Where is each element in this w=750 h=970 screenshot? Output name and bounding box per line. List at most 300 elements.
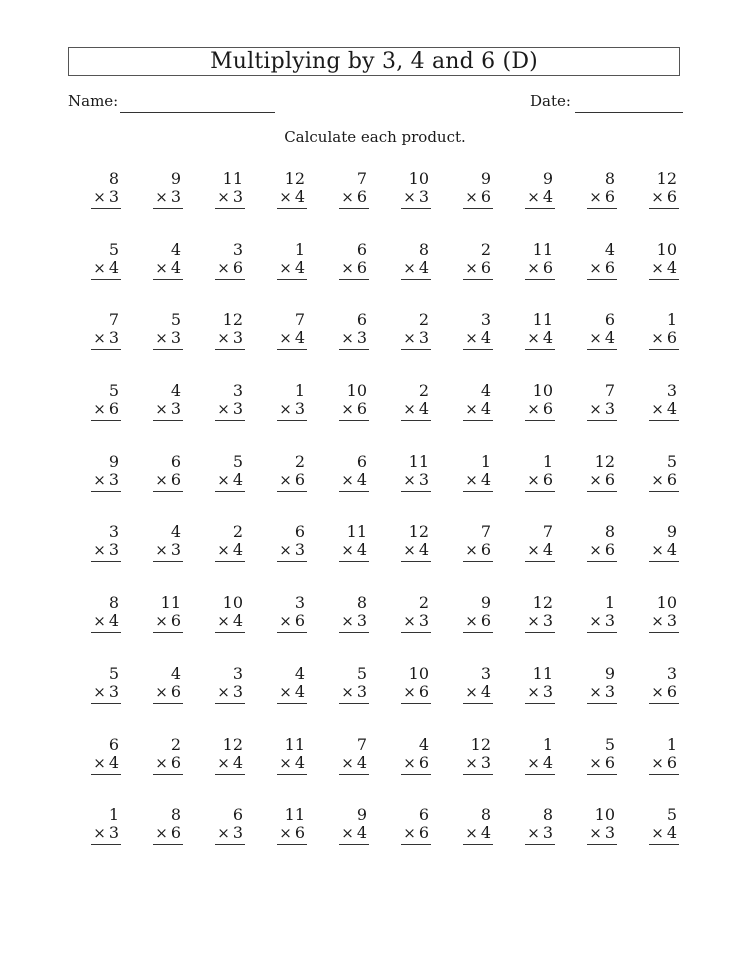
problem bbox=[315, 523, 377, 594]
multiplicand: 1 bbox=[542, 734, 553, 754]
multiplicand: 3 bbox=[108, 522, 119, 542]
times-sign: × bbox=[403, 612, 416, 631]
answer-line bbox=[401, 844, 431, 845]
multiplier: 4 bbox=[666, 823, 677, 843]
multiplier-row bbox=[527, 824, 553, 842]
multiplier-row bbox=[217, 612, 243, 630]
worksheet-title bbox=[68, 47, 680, 76]
multiplier-row bbox=[217, 188, 243, 206]
multiplier: 6 bbox=[604, 469, 615, 489]
answer-line bbox=[215, 774, 245, 775]
problem bbox=[625, 241, 687, 312]
multiplier: 6 bbox=[542, 257, 553, 277]
multiplier: 3 bbox=[232, 399, 243, 419]
multiplier: 3 bbox=[108, 187, 119, 206]
times-sign: × bbox=[651, 470, 664, 489]
answer-line bbox=[277, 703, 307, 704]
answer-line bbox=[153, 208, 183, 209]
problem bbox=[439, 311, 501, 382]
times-sign: × bbox=[403, 753, 416, 772]
answer-line bbox=[525, 703, 555, 704]
times-sign: × bbox=[527, 400, 540, 419]
problem bbox=[625, 453, 687, 524]
multiplicand: 1 bbox=[542, 451, 553, 471]
multiplier-row bbox=[217, 541, 243, 559]
multiplicand: 1 bbox=[294, 239, 305, 259]
answer-line bbox=[277, 279, 307, 280]
multiplicand: 12 bbox=[594, 451, 615, 471]
multiplicand: 5 bbox=[666, 451, 677, 471]
multiplier: 3 bbox=[108, 823, 119, 843]
times-sign: × bbox=[403, 541, 416, 560]
multiplier-row bbox=[465, 683, 491, 701]
answer-line bbox=[91, 561, 121, 562]
multiplier-row bbox=[651, 683, 677, 701]
times-sign: × bbox=[217, 470, 230, 489]
answer-line bbox=[587, 279, 617, 280]
answer-line bbox=[91, 279, 121, 280]
multiplier: 6 bbox=[294, 823, 305, 843]
multiplier-row bbox=[589, 188, 615, 206]
multiplier-row bbox=[465, 541, 491, 559]
answer-line bbox=[401, 774, 431, 775]
problem bbox=[563, 170, 625, 241]
multiplicand: 1 bbox=[480, 451, 491, 471]
times-sign: × bbox=[527, 541, 540, 560]
multiplier-row bbox=[93, 754, 119, 772]
multiplier-row bbox=[589, 754, 615, 772]
multiplier: 3 bbox=[294, 399, 305, 419]
times-sign: × bbox=[651, 400, 664, 419]
problem bbox=[67, 523, 129, 594]
answer-line bbox=[587, 844, 617, 845]
times-sign: × bbox=[155, 400, 168, 419]
answer-line bbox=[91, 208, 121, 209]
times-sign: × bbox=[651, 753, 664, 772]
answer-line bbox=[215, 703, 245, 704]
times-sign: × bbox=[465, 824, 478, 843]
multiplier-row bbox=[651, 188, 677, 206]
answer-line bbox=[339, 208, 369, 209]
multiplier-row bbox=[93, 329, 119, 347]
answer-line bbox=[153, 703, 183, 704]
times-sign: × bbox=[527, 470, 540, 489]
answer-line bbox=[401, 491, 431, 492]
multiplier-row bbox=[527, 471, 553, 489]
answer-line bbox=[587, 208, 617, 209]
multiplier-row bbox=[155, 329, 181, 347]
multiplicand: 4 bbox=[604, 239, 615, 259]
multiplier: 4 bbox=[604, 328, 615, 348]
answer-line bbox=[649, 491, 679, 492]
answer-line bbox=[463, 349, 493, 350]
times-sign: × bbox=[279, 824, 292, 843]
problem bbox=[129, 806, 191, 877]
multiplier: 3 bbox=[418, 187, 429, 206]
answer-line bbox=[277, 561, 307, 562]
problem bbox=[501, 453, 563, 524]
multiplier: 6 bbox=[356, 187, 367, 206]
multiplicand: 5 bbox=[666, 805, 677, 825]
problem bbox=[191, 665, 253, 736]
problem bbox=[315, 453, 377, 524]
problem bbox=[253, 806, 315, 877]
multiplier: 4 bbox=[480, 681, 491, 701]
times-sign: × bbox=[651, 682, 664, 701]
problem bbox=[563, 382, 625, 453]
multiplicand: 8 bbox=[480, 805, 491, 825]
multiplier: 3 bbox=[294, 540, 305, 560]
multiplier: 3 bbox=[666, 611, 677, 631]
problem bbox=[439, 170, 501, 241]
multiplier: 3 bbox=[542, 823, 553, 843]
multiplier: 3 bbox=[604, 681, 615, 701]
times-sign: × bbox=[93, 541, 106, 560]
multiplier: 4 bbox=[480, 823, 491, 843]
times-sign: × bbox=[217, 258, 230, 277]
problem bbox=[439, 736, 501, 807]
times-sign: × bbox=[527, 824, 540, 843]
problem bbox=[563, 594, 625, 665]
answer-line bbox=[339, 774, 369, 775]
multiplier: 6 bbox=[418, 681, 429, 701]
multiplicand: 8 bbox=[542, 805, 553, 825]
times-sign: × bbox=[93, 824, 106, 843]
problem bbox=[625, 523, 687, 594]
times-sign: × bbox=[93, 470, 106, 489]
times-sign: × bbox=[589, 682, 602, 701]
answer-line bbox=[401, 703, 431, 704]
problem bbox=[563, 311, 625, 382]
problem bbox=[67, 241, 129, 312]
multiplier: 4 bbox=[232, 752, 243, 772]
times-sign: × bbox=[279, 753, 292, 772]
times-sign: × bbox=[465, 470, 478, 489]
multiplier: 6 bbox=[170, 823, 181, 843]
multiplier: 4 bbox=[294, 752, 305, 772]
problem bbox=[501, 241, 563, 312]
multiplier: 3 bbox=[108, 328, 119, 348]
multiplier-row bbox=[279, 471, 305, 489]
multiplicand: 3 bbox=[666, 663, 677, 683]
times-sign: × bbox=[155, 258, 168, 277]
times-sign: × bbox=[217, 188, 230, 206]
answer-line bbox=[91, 774, 121, 775]
multiplier-row bbox=[341, 824, 367, 842]
times-sign: × bbox=[217, 612, 230, 631]
answer-line bbox=[215, 208, 245, 209]
times-sign: × bbox=[155, 329, 168, 348]
multiplier: 3 bbox=[418, 611, 429, 631]
problem bbox=[191, 806, 253, 877]
multiplicand: 11 bbox=[284, 734, 305, 754]
multiplicand: 12 bbox=[222, 310, 243, 330]
date-field-line[interactable] bbox=[575, 112, 683, 113]
multiplier-row bbox=[527, 329, 553, 347]
multiplier: 4 bbox=[480, 469, 491, 489]
multiplier: 6 bbox=[666, 328, 677, 348]
multiplier-row bbox=[279, 612, 305, 630]
answer-line bbox=[525, 420, 555, 421]
multiplier-row bbox=[279, 259, 305, 277]
problem bbox=[501, 170, 563, 241]
problem bbox=[501, 311, 563, 382]
times-sign: × bbox=[589, 470, 602, 489]
multiplier: 6 bbox=[542, 469, 553, 489]
multiplier-row bbox=[403, 188, 429, 206]
multiplicand: 12 bbox=[656, 169, 677, 188]
times-sign: × bbox=[341, 612, 354, 631]
multiplier-row bbox=[527, 754, 553, 772]
multiplier: 6 bbox=[480, 187, 491, 206]
multiplicand: 7 bbox=[108, 310, 119, 330]
times-sign: × bbox=[651, 824, 664, 843]
multiplier-row bbox=[403, 471, 429, 489]
problem bbox=[439, 382, 501, 453]
times-sign: × bbox=[403, 824, 416, 843]
multiplier: 6 bbox=[604, 257, 615, 277]
answer-line bbox=[215, 632, 245, 633]
problem bbox=[439, 594, 501, 665]
times-sign: × bbox=[217, 682, 230, 701]
times-sign: × bbox=[341, 753, 354, 772]
multiplicand: 8 bbox=[108, 593, 119, 613]
multiplier: 6 bbox=[108, 399, 119, 419]
multiplier: 3 bbox=[170, 187, 181, 206]
multiplicand: 2 bbox=[294, 451, 305, 471]
multiplier-row bbox=[651, 541, 677, 559]
multiplier-row bbox=[651, 329, 677, 347]
problem bbox=[67, 594, 129, 665]
times-sign: × bbox=[279, 329, 292, 348]
answer-line bbox=[587, 632, 617, 633]
problem bbox=[315, 241, 377, 312]
answer-line bbox=[649, 208, 679, 209]
answer-line bbox=[649, 349, 679, 350]
times-sign: × bbox=[217, 400, 230, 419]
answer-line bbox=[277, 844, 307, 845]
multiplier: 4 bbox=[480, 399, 491, 419]
multiplicand: 9 bbox=[542, 169, 553, 188]
problem bbox=[563, 241, 625, 312]
multiplier: 6 bbox=[418, 752, 429, 772]
times-sign: × bbox=[279, 258, 292, 277]
answer-line bbox=[649, 279, 679, 280]
answer-line bbox=[91, 703, 121, 704]
multiplier-row bbox=[217, 754, 243, 772]
problem bbox=[377, 523, 439, 594]
multiplier-row bbox=[527, 400, 553, 418]
multiplicand: 3 bbox=[480, 663, 491, 683]
problem bbox=[129, 311, 191, 382]
times-sign: × bbox=[217, 824, 230, 843]
multiplier: 6 bbox=[356, 399, 367, 419]
answer-line bbox=[463, 561, 493, 562]
multiplier-row bbox=[589, 471, 615, 489]
answer-line bbox=[339, 703, 369, 704]
problem bbox=[253, 241, 315, 312]
multiplier: 3 bbox=[170, 540, 181, 560]
multiplier: 3 bbox=[542, 681, 553, 701]
multiplicand: 6 bbox=[604, 310, 615, 330]
multiplier-row bbox=[465, 188, 491, 206]
multiplier: 4 bbox=[666, 540, 677, 560]
answer-line bbox=[649, 420, 679, 421]
multiplicand: 11 bbox=[408, 451, 429, 471]
multiplier-row bbox=[93, 400, 119, 418]
multiplier-row bbox=[93, 541, 119, 559]
times-sign: × bbox=[527, 612, 540, 631]
times-sign: × bbox=[589, 400, 602, 419]
problem bbox=[501, 736, 563, 807]
times-sign: × bbox=[279, 400, 292, 419]
multiplier-row bbox=[279, 329, 305, 347]
multiplicand: 6 bbox=[170, 451, 181, 471]
multiplicand: 6 bbox=[232, 805, 243, 825]
answer-line bbox=[153, 774, 183, 775]
name-field-line[interactable] bbox=[120, 112, 275, 113]
multiplier: 4 bbox=[232, 469, 243, 489]
multiplier: 4 bbox=[666, 399, 677, 419]
answer-line bbox=[463, 703, 493, 704]
multiplier-row bbox=[279, 754, 305, 772]
problem bbox=[625, 382, 687, 453]
multiplicand: 12 bbox=[284, 169, 305, 188]
multiplicand: 3 bbox=[480, 310, 491, 330]
multiplier-row bbox=[217, 471, 243, 489]
multiplier-row bbox=[155, 400, 181, 418]
times-sign: × bbox=[155, 682, 168, 701]
multiplicand: 2 bbox=[232, 522, 243, 542]
times-sign: × bbox=[155, 753, 168, 772]
worksheet-title-text: Multiplying by 3, 4 and 6 (D) bbox=[210, 49, 538, 74]
multiplicand: 2 bbox=[170, 734, 181, 754]
multiplier-row bbox=[217, 824, 243, 842]
multiplicand: 9 bbox=[604, 663, 615, 683]
multiplier: 4 bbox=[294, 328, 305, 348]
times-sign: × bbox=[93, 188, 106, 206]
problem bbox=[129, 382, 191, 453]
multiplier-row bbox=[155, 683, 181, 701]
multiplier-row bbox=[155, 824, 181, 842]
times-sign: × bbox=[93, 682, 106, 701]
date-label: Date: bbox=[530, 92, 571, 110]
answer-line bbox=[215, 420, 245, 421]
multiplier-row bbox=[651, 400, 677, 418]
multiplier: 3 bbox=[170, 399, 181, 419]
problem bbox=[501, 382, 563, 453]
problem bbox=[67, 736, 129, 807]
multiplier-row bbox=[341, 188, 367, 206]
answer-line bbox=[277, 208, 307, 209]
multiplier-row bbox=[217, 329, 243, 347]
multiplicand: 9 bbox=[108, 451, 119, 471]
multiplicand: 10 bbox=[222, 593, 243, 613]
multiplier-row bbox=[217, 400, 243, 418]
multiplicand: 12 bbox=[408, 522, 429, 542]
answer-line bbox=[401, 349, 431, 350]
multiplicand: 6 bbox=[356, 310, 367, 330]
problem bbox=[315, 311, 377, 382]
multiplicand: 11 bbox=[222, 169, 243, 188]
name-label: Name: bbox=[68, 92, 119, 110]
multiplier: 4 bbox=[542, 328, 553, 348]
multiplier: 4 bbox=[232, 611, 243, 631]
multiplicand: 7 bbox=[542, 522, 553, 542]
answer-line bbox=[649, 632, 679, 633]
answer-line bbox=[401, 208, 431, 209]
times-sign: × bbox=[651, 258, 664, 277]
answer-line bbox=[277, 632, 307, 633]
answer-line bbox=[463, 844, 493, 845]
multiplicand: 4 bbox=[170, 381, 181, 401]
multiplier: 6 bbox=[418, 823, 429, 843]
answer-line bbox=[91, 420, 121, 421]
multiplier: 3 bbox=[418, 469, 429, 489]
multiplier: 4 bbox=[418, 399, 429, 419]
multiplicand: 9 bbox=[480, 169, 491, 188]
multiplier: 6 bbox=[604, 187, 615, 206]
multiplicand: 6 bbox=[294, 522, 305, 542]
problem bbox=[191, 453, 253, 524]
times-sign: × bbox=[465, 612, 478, 631]
multiplier: 3 bbox=[356, 681, 367, 701]
multiplier-row bbox=[651, 612, 677, 630]
answer-line bbox=[339, 279, 369, 280]
multiplicand: 12 bbox=[532, 593, 553, 613]
multiplier: 6 bbox=[604, 540, 615, 560]
multiplier-row bbox=[93, 471, 119, 489]
answer-line bbox=[339, 491, 369, 492]
multiplier-row bbox=[341, 471, 367, 489]
answer-line bbox=[525, 208, 555, 209]
multiplier-row bbox=[403, 400, 429, 418]
problem bbox=[129, 241, 191, 312]
multiplicand: 6 bbox=[418, 805, 429, 825]
multiplier-row bbox=[403, 329, 429, 347]
answer-line bbox=[463, 774, 493, 775]
times-sign: × bbox=[93, 753, 106, 772]
times-sign: × bbox=[341, 682, 354, 701]
problem bbox=[625, 311, 687, 382]
answer-line bbox=[649, 844, 679, 845]
multiplier: 3 bbox=[232, 681, 243, 701]
multiplier: 4 bbox=[294, 257, 305, 277]
problem bbox=[439, 453, 501, 524]
multiplier: 3 bbox=[356, 611, 367, 631]
problem bbox=[439, 806, 501, 877]
answer-line bbox=[587, 703, 617, 704]
multiplier: 6 bbox=[170, 681, 181, 701]
problem bbox=[315, 594, 377, 665]
times-sign: × bbox=[527, 753, 540, 772]
answer-line bbox=[215, 561, 245, 562]
multiplicand: 1 bbox=[108, 805, 119, 825]
problem bbox=[377, 382, 439, 453]
multiplier-row bbox=[589, 329, 615, 347]
problem bbox=[129, 523, 191, 594]
times-sign: × bbox=[93, 612, 106, 631]
answer-line bbox=[215, 279, 245, 280]
answer-line bbox=[339, 844, 369, 845]
problem bbox=[191, 594, 253, 665]
multiplier: 3 bbox=[356, 328, 367, 348]
multiplicand: 11 bbox=[160, 593, 181, 613]
problem bbox=[439, 523, 501, 594]
answer-line bbox=[339, 561, 369, 562]
multiplicand: 4 bbox=[294, 663, 305, 683]
multiplier-row bbox=[93, 683, 119, 701]
